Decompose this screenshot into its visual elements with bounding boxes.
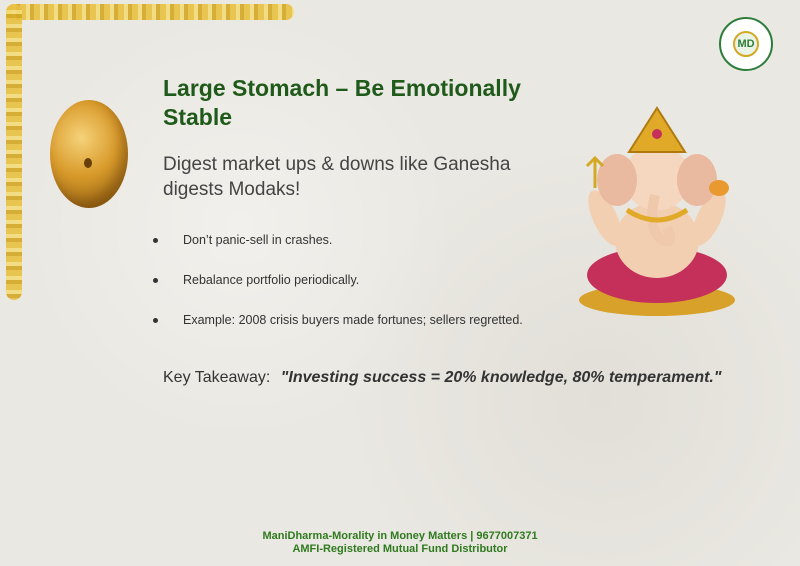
ganesha-illustration xyxy=(567,100,747,320)
logo-monogram: MD xyxy=(733,31,759,57)
bullet-list xyxy=(150,233,523,353)
footer-line-2: AMFI-Registered Mutual Fund Distributor xyxy=(292,543,508,555)
slide-title: Large Stomach – Be Emotionally Stable xyxy=(163,75,521,130)
manidharma-logo xyxy=(719,17,773,71)
right-ear xyxy=(677,154,717,206)
key-takeaway xyxy=(163,369,721,387)
gold-border-left xyxy=(6,4,22,300)
bullet-dot xyxy=(153,278,158,283)
gold-border-top xyxy=(6,4,294,20)
crown-jewel xyxy=(652,129,662,139)
slide-subtitle: Digest market ups & downs like Ganesha digests Modaks! xyxy=(163,154,511,200)
golden-belly-image xyxy=(50,100,128,208)
bullet-text: Example: 2008 crisis buyers made fortunes; sellers regretted. xyxy=(183,313,523,327)
bullet-dot xyxy=(153,238,158,243)
takeaway-label: Key Takeaway: xyxy=(163,369,271,386)
modak xyxy=(709,180,729,196)
bullet-item xyxy=(150,313,523,353)
footer-line-1: ManiDharma-Morality in Money Matters | 9677007371 xyxy=(262,530,538,542)
bullet-item xyxy=(150,273,523,313)
bullet-text: Don’t panic-sell in crashes. xyxy=(183,233,333,247)
bullet-item xyxy=(150,233,523,273)
bullet-text: Rebalance portfolio periodically. xyxy=(183,273,360,287)
left-ear xyxy=(597,154,637,206)
takeaway-quote: "Investing success = 20% knowledge, 80% temperament." xyxy=(280,369,722,386)
belly-navel xyxy=(84,158,92,168)
bullet-dot xyxy=(153,318,158,323)
